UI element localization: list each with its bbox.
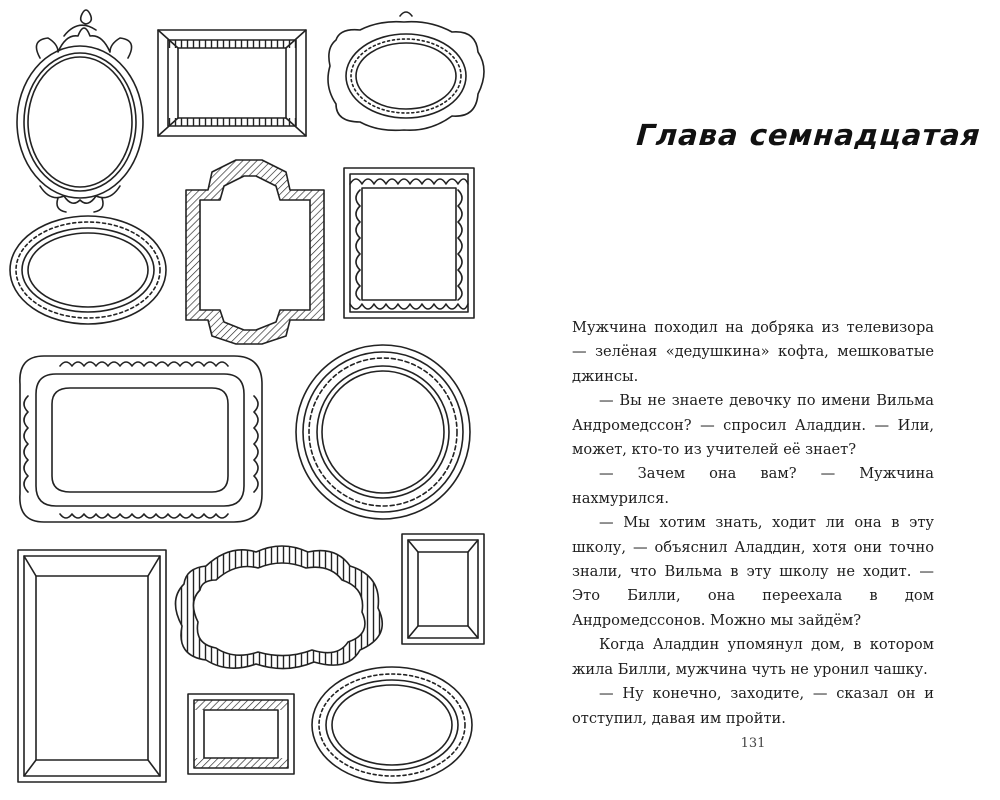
- frame-tab-hatched: [186, 160, 324, 344]
- chapter-title: Глава семнадцатая: [635, 118, 982, 152]
- frame-tall-rect: [18, 550, 166, 782]
- page-number: 131: [740, 736, 766, 751]
- frame-oval-bottom: [312, 667, 472, 783]
- frame-round: [296, 345, 470, 519]
- frame-oval-left: [10, 216, 166, 324]
- frame-large-chain: [20, 356, 262, 522]
- frame-rect-scallops: [344, 168, 474, 318]
- paragraph: — Ну конечно, заходите, — сказал он и отступил, давая им пройти.: [572, 685, 934, 727]
- frame-ornate-oval: [17, 10, 143, 212]
- frame-square-top: [158, 30, 306, 136]
- chapter-body: [572, 316, 934, 731]
- paragraph: Когда Аладдин упомянул дом, в котором жила Билли, мужчина чуть не уронил чашку.: [572, 636, 934, 678]
- frame-small-rect: [402, 534, 484, 644]
- paragraph: — Зачем она вам? — Мужчина нахмурился.: [572, 465, 934, 507]
- frame-small-bottom: [188, 694, 294, 774]
- frame-cloud-striped: [175, 546, 382, 669]
- paragraph: Мужчина походил на добряка из телевизора — зелёная «дедушкина» кофта, мешковатые джинсы.: [572, 319, 934, 385]
- frame-scalloped-oval: [328, 12, 484, 130]
- paragraph: — Мы хотим знать, ходит ли она в эту школу, — объяснил Аладдин, хотя они точно знали, что Вильма в эту школу не ходит. — Это Билли, она переехала в дом Андромедссонов. Можно мы зайдём?: [572, 514, 934, 629]
- paragraph: — Вы не знаете девочку по имени Вильма Андромедссон? — спросил Аладдин. — Или, может, кто-то из учителей её знает?: [572, 392, 934, 459]
